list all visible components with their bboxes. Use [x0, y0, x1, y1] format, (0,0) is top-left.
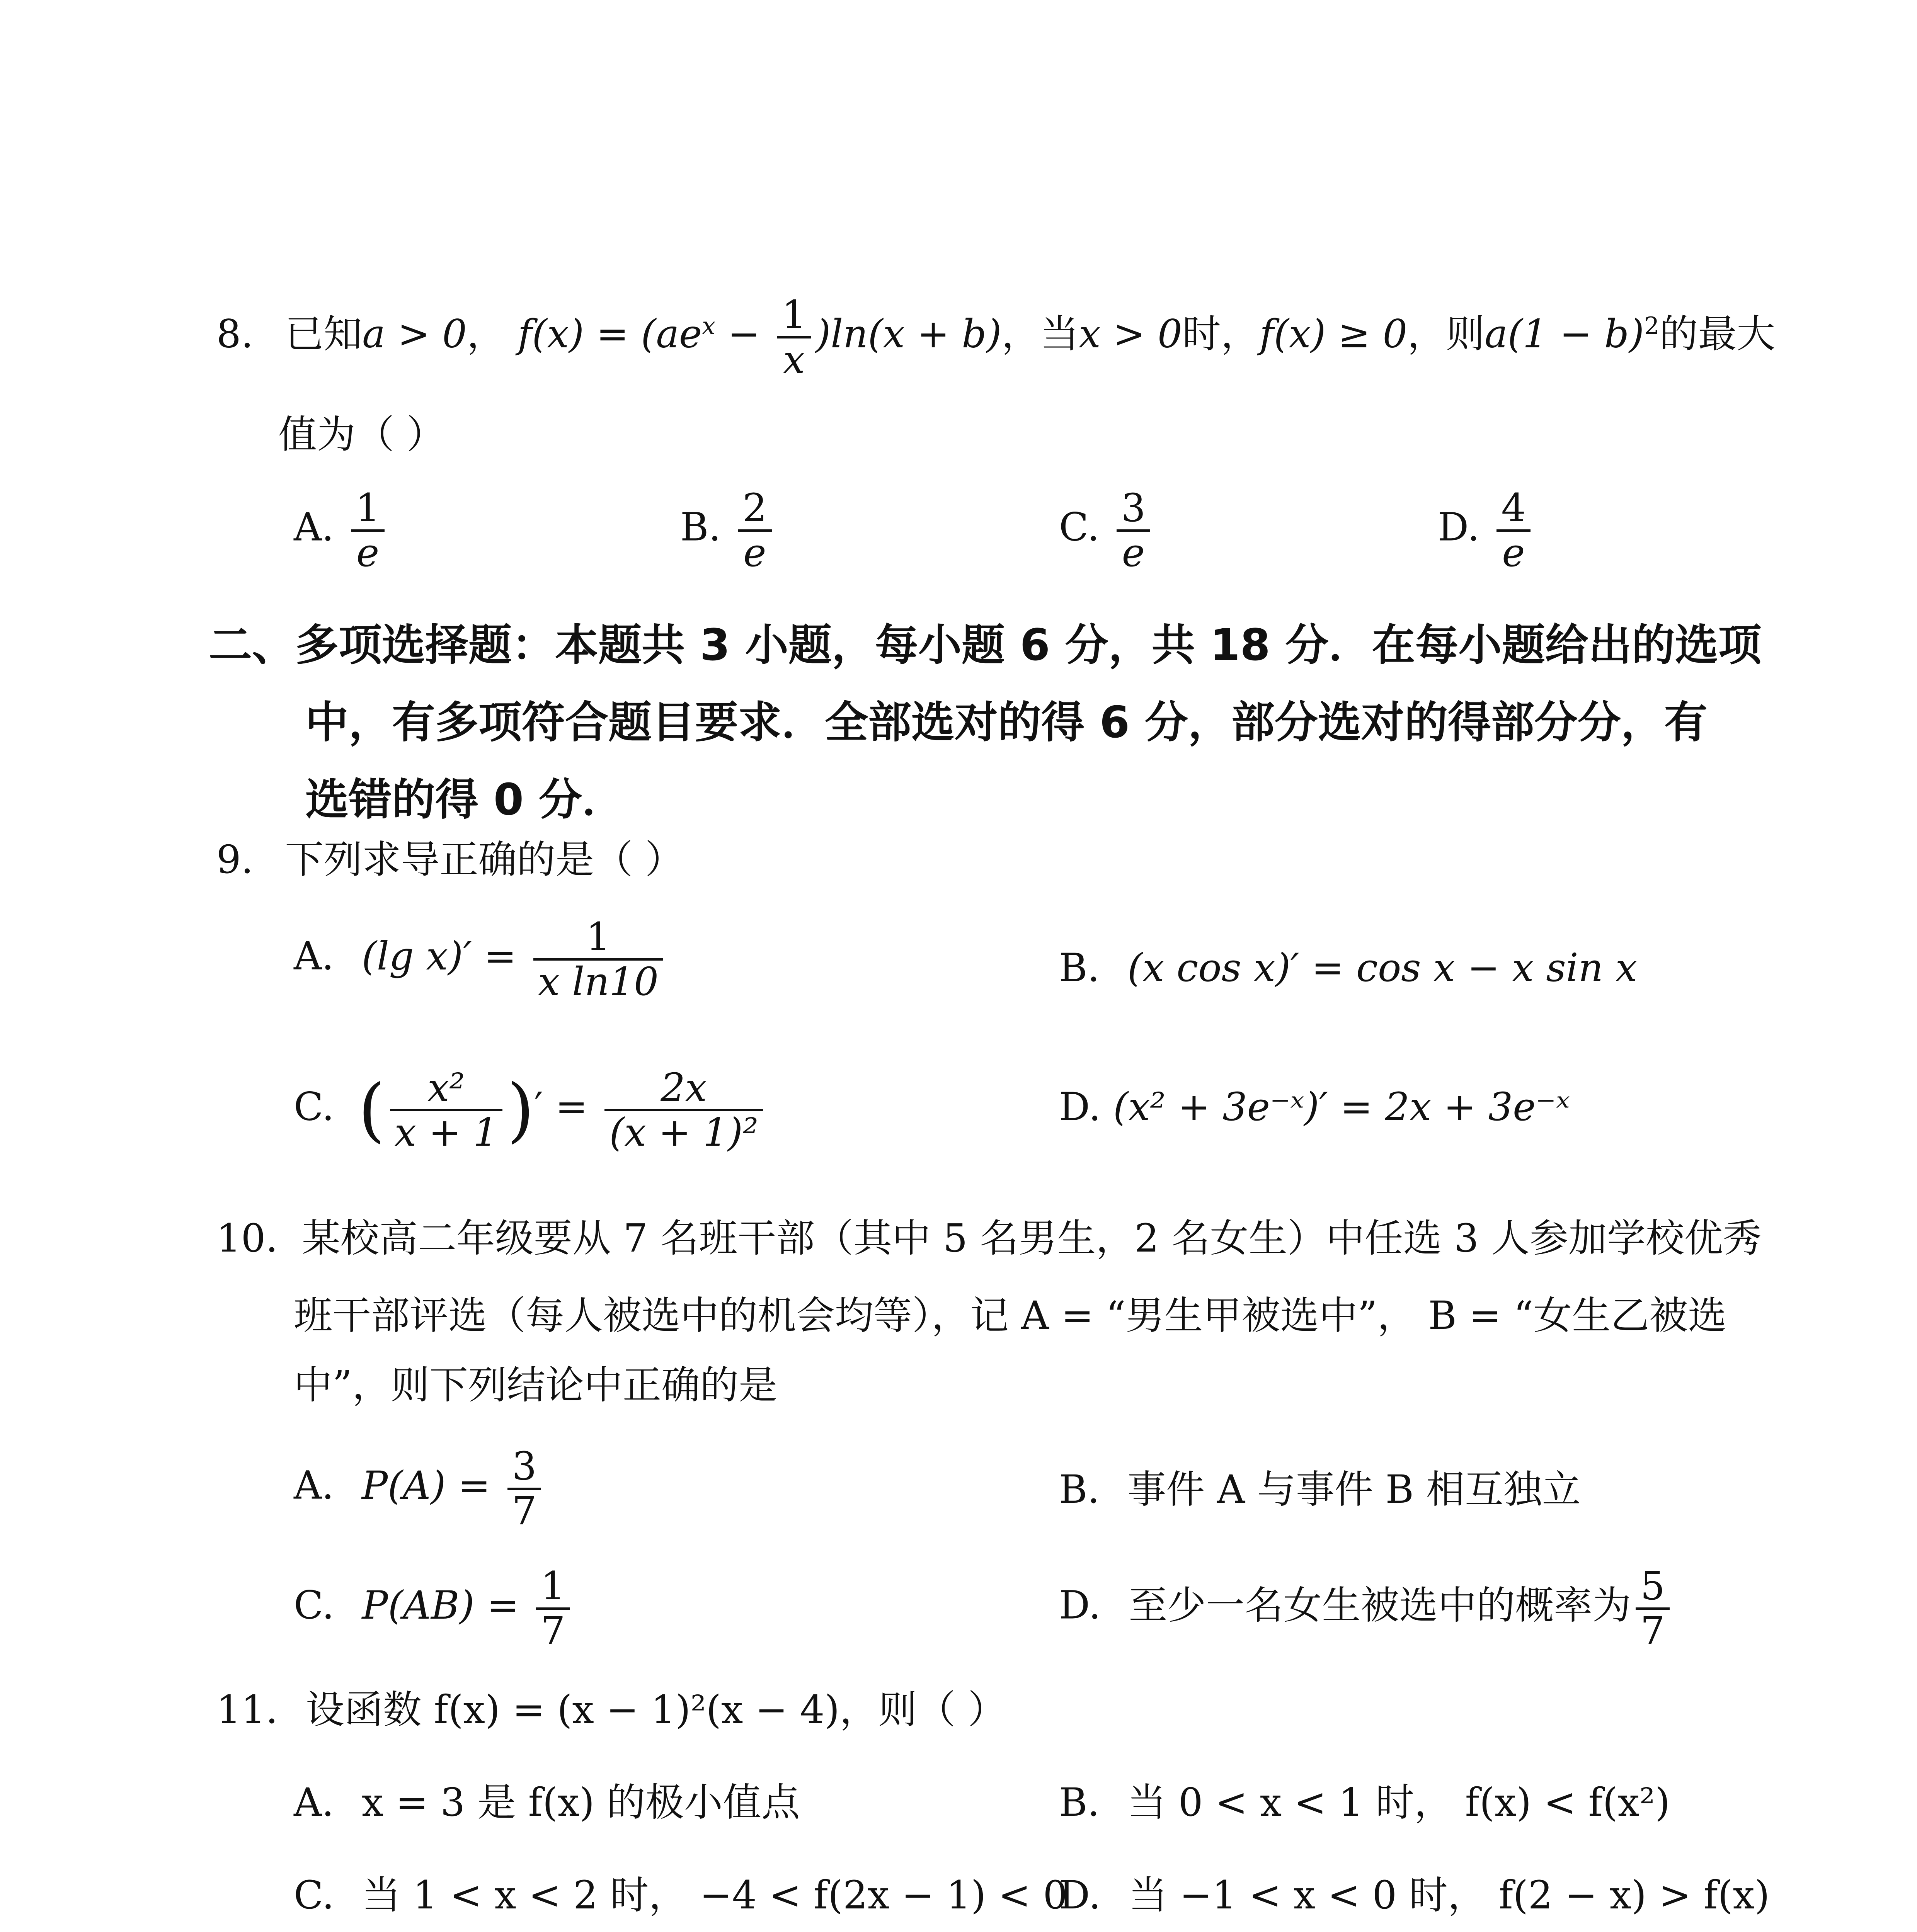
option-lhs: P(AB) = [362, 1582, 531, 1628]
section2-heading-line3: 选错的得 0 分． [305, 775, 625, 825]
option-label: B. [680, 504, 721, 550]
q8-number: 8. [216, 311, 254, 357]
section3-heading [224, 1928, 1301, 1932]
frac-den: e [356, 530, 380, 575]
q8-f-fraction [777, 294, 811, 381]
option-label: A. [294, 1463, 334, 1508]
q8-f-minus: − [715, 311, 773, 357]
q9-option-c [294, 1066, 768, 1154]
option-text: 当 1 < x < 2 时， −4 < f(2x − 1) < 0 [362, 1872, 1068, 1918]
q8-option-b [680, 487, 776, 574]
q8-option-d [1438, 487, 1535, 574]
q10-option-b [1059, 1464, 1581, 1515]
frac-num: 2 [738, 487, 772, 532]
q8-text-3: 时， [1182, 311, 1260, 357]
q8-text-5: 的最大 [1659, 311, 1776, 357]
q8-f-lhs: f(x) = (ae [518, 311, 702, 357]
frac-num: 2x [604, 1066, 763, 1111]
option-fraction [1117, 487, 1151, 574]
q10-line3: 中”，则下列结论中正确的是 [294, 1362, 778, 1408]
option-fraction [507, 1445, 541, 1532]
option-label: D. [1059, 1084, 1101, 1129]
q9-option-d [1059, 1082, 1570, 1132]
option-text: 当 0 < x < 1 时， f(x) < f(x²) [1127, 1780, 1670, 1825]
q10-option-a [294, 1445, 546, 1532]
frac-den: 7 [540, 1608, 565, 1653]
option-label: D. [1059, 1582, 1101, 1628]
option-text: 至少一名女生被选中的概率为 [1129, 1582, 1631, 1628]
option-label: A. [294, 504, 334, 550]
frac-num: 3 [1117, 487, 1151, 532]
q8-comma: ， [466, 311, 506, 357]
option-expression: (x cos x)′ = cos x − x sin x [1127, 945, 1638, 990]
frac-den: (x + 1)² [609, 1110, 758, 1155]
frac-num: 1 [351, 487, 385, 532]
option-text: 事件 A 与事件 B 相互独立 [1127, 1467, 1581, 1512]
q11-text: 设函数 f(x) = (x − 1)²(x − 4)，则（ ） [305, 1687, 1007, 1732]
frac-num: 4 [1496, 487, 1531, 532]
option-label: A. [294, 933, 334, 979]
option-label: D. [1438, 504, 1480, 550]
option-text: x = 3 是 f(x) 的极小值点 [361, 1780, 800, 1825]
frac-den: x ln10 [538, 959, 659, 1004]
option-label: C. [294, 1084, 334, 1129]
q8-option-c [1059, 487, 1155, 574]
q8-text-4: ，则 [1407, 311, 1485, 357]
option-fraction [738, 487, 772, 574]
q11-option-b [1059, 1777, 1670, 1828]
q8-line2: 值为（ ） [278, 412, 445, 457]
q11-option-d [1059, 1870, 1770, 1920]
frac-den: e [743, 530, 766, 575]
q8-target: a(1 − b) [1485, 311, 1644, 357]
q9-option-a [294, 916, 668, 1003]
frac-den: 7 [512, 1488, 537, 1534]
frac-den: e [1122, 530, 1145, 575]
option-fraction [1496, 487, 1531, 574]
q9-number: 9. [216, 837, 254, 882]
frac-den: 7 [1640, 1608, 1665, 1653]
left-paren: ( [358, 1070, 385, 1150]
q8-cond3: f(x) ≥ 0 [1259, 311, 1408, 357]
option-fraction [536, 1565, 570, 1652]
frac-num: x² [390, 1066, 502, 1111]
q11-option-c [294, 1870, 1067, 1920]
option-fraction-inner [390, 1066, 502, 1154]
frac-num: 1 [536, 1565, 570, 1610]
option-label: B. [1059, 1780, 1100, 1825]
q9-stem [216, 835, 684, 885]
q8-target-exp: 2 [1644, 311, 1660, 340]
option-text: 当 −1 < x < 0 时， f(2 − x) > f(x) [1129, 1872, 1770, 1918]
frac-den: x + 1 [394, 1110, 498, 1155]
q8-option-a [294, 487, 389, 574]
option-label: D. [1059, 1872, 1101, 1918]
frac-num: 3 [507, 1445, 541, 1490]
q8-frac-num: 1 [777, 294, 811, 338]
option-label: C. [1059, 504, 1100, 550]
frac-num: 1 [533, 916, 663, 961]
option-label: B. [1059, 945, 1100, 990]
option-lhs: P(A) = [361, 1463, 503, 1508]
option-lhs: (lg x)′ = [361, 933, 529, 979]
option-fraction [1636, 1565, 1670, 1652]
q10-text-1: 某校高二年级要从 7 名班干部（其中 5 名男生，2 名女生）中任选 3 人参加学校优秀 [301, 1216, 1762, 1261]
frac-num: 5 [1636, 1565, 1670, 1610]
q11-stem [216, 1685, 1006, 1735]
option-expression: (x² + 3e⁻ˣ)′ = 2x + 3e⁻ˣ [1113, 1084, 1570, 1129]
option-fraction [533, 916, 663, 1003]
option-fraction [351, 487, 385, 574]
frac-den: e [1502, 530, 1525, 575]
option-label: B. [1059, 1467, 1100, 1512]
q11-option-a [294, 1777, 800, 1828]
prime-equals: ′ = [534, 1084, 600, 1129]
option-label: C. [294, 1872, 334, 1918]
q10-line2: 班干部评选（每人被选中的机会均等），记 A = “男生甲被选中”， B = “女生乙被选 [294, 1293, 1727, 1338]
q8-text-2: ，当 [1001, 311, 1079, 357]
q8-line1 [216, 294, 1775, 381]
q9-text: 下列求导正确的是（ ） [285, 837, 684, 882]
q8-f-exp: x [702, 311, 716, 340]
option-label: C. [294, 1582, 334, 1628]
section2-heading-line2: 中，有多项符合题目要求．全部选对的得 6 分，部分选对的得部分分，有 [305, 697, 1708, 748]
q8-cond2: x > 0 [1079, 311, 1182, 357]
option-fraction-result [604, 1066, 763, 1154]
q10-number: 10. [216, 1216, 278, 1261]
option-label: A. [294, 1780, 334, 1825]
q10-option-d [1059, 1565, 1674, 1652]
q8-cond1: a > 0 [362, 311, 467, 357]
section2-heading-line1: 二、多项选择题：本题共 3 小题，每小题 6 分，共 18 分．在每小题给出的选项 [209, 620, 1762, 670]
q9-option-b [1059, 943, 1637, 993]
q8-frac-den: x [783, 337, 805, 382]
q8-text-1: 已知 [285, 311, 363, 357]
q10-line1 [216, 1213, 1762, 1264]
q10-option-c [294, 1565, 575, 1652]
right-paren: ) [507, 1070, 535, 1150]
q8-f-tail: )ln(x + b) [815, 311, 1002, 357]
q11-number: 11. [216, 1687, 278, 1732]
